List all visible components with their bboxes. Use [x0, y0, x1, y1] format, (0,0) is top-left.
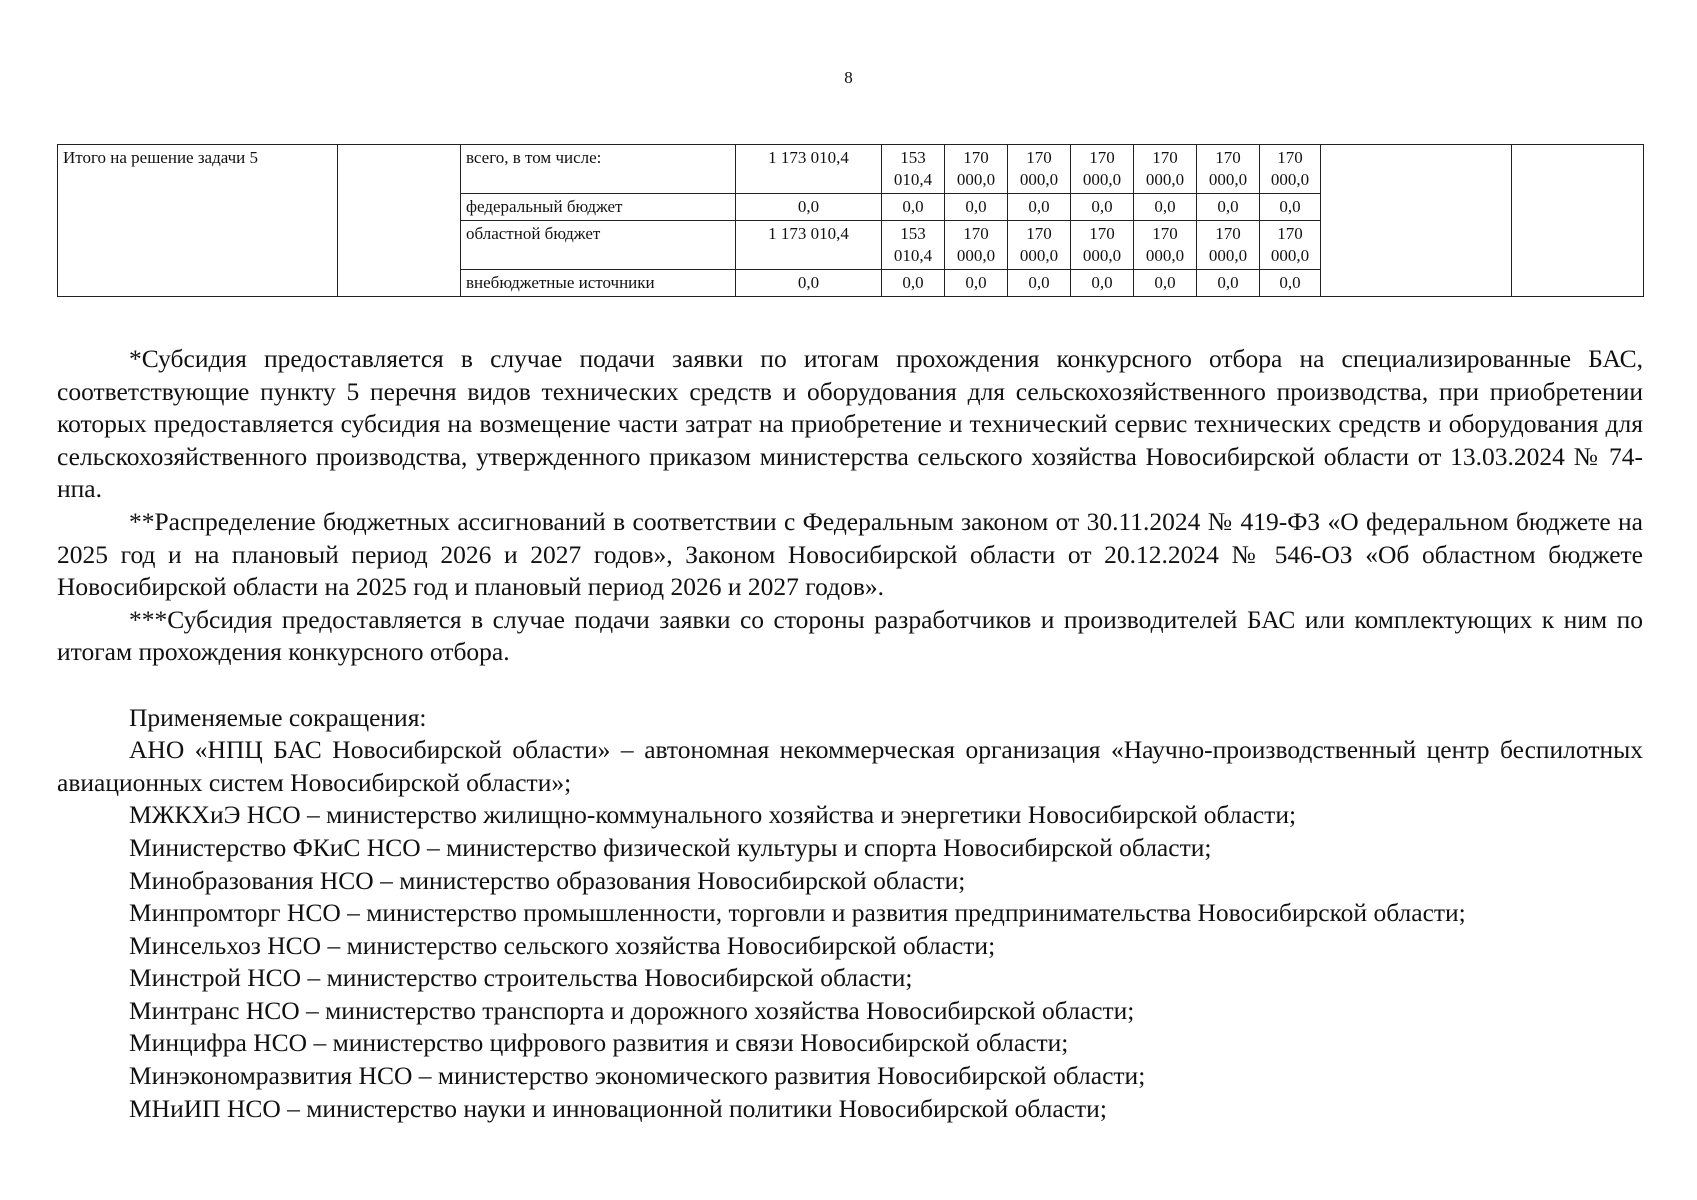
source-cell: федеральный бюджет	[461, 194, 736, 221]
empty-cell	[1512, 145, 1644, 297]
abbreviation-item: МНиИП НСО – министерство науки и инновационной политики Новосибирской области;	[129, 1093, 1107, 1123]
abbreviation-item: Минсельхоз НСО – министерство сельского хозяйства Новосибирской области;	[129, 930, 996, 960]
page-number: 8	[844, 68, 853, 87]
abbreviation-item: Минстрой НСО – министерство строительства Новосибирской области;	[129, 963, 913, 993]
source-cell: внебюджетные источники	[461, 270, 736, 297]
abbreviation-item: Минобразования НСО – министерство образования Новосибирской области;	[129, 865, 966, 895]
task-title-cell: Итого на решение задачи 5	[58, 145, 338, 297]
year-cell: 170 000,0	[1008, 221, 1071, 270]
year-cell: 0,0	[1071, 270, 1134, 297]
year-cell: 170 000,0	[945, 221, 1008, 270]
year-cell: 170 000,0	[1260, 221, 1321, 270]
year-cell: 0,0	[945, 270, 1008, 297]
year-cell: 153 010,4	[882, 145, 945, 194]
year-cell: 170 000,0	[1197, 221, 1260, 270]
abbreviations-heading: Применяемые сокращения:	[129, 702, 427, 732]
year-cell: 0,0	[882, 194, 945, 221]
year-cell: 170 000,0	[1071, 145, 1134, 194]
year-cell: 0,0	[1071, 194, 1134, 221]
year-cell: 0,0	[1134, 194, 1197, 221]
abbreviation-item: Минцифра НСО – министерство цифрового развития и связи Новосибирской области;	[129, 1028, 1069, 1058]
abbreviation-item: АНО «НПЦ БАС Новосибирской области» – автономная некоммерческая организация «Научно-производственный центр беспилотных авиационных систем Новосибирской области»;	[57, 735, 1643, 797]
abbreviation-item: Минэкономразвития НСО – министерство экономического развития Новосибирской области;	[129, 1061, 1146, 1091]
year-cell: 170 000,0	[1134, 221, 1197, 270]
table-row	[58, 145, 1644, 194]
footnote-paragraph: ***Субсидия предоставляется в случае подачи заявки со стороны разработчиков и производителей БАС или комплектующих к ним по итогам прохождения конкурсного отбора.	[57, 604, 1643, 667]
document-body	[57, 343, 1643, 1125]
year-cell: 0,0	[1134, 270, 1197, 297]
year-cell: 170 000,0	[1197, 145, 1260, 194]
year-cell: 170 000,0	[1134, 145, 1197, 194]
total-cell: 1 173 010,4	[736, 221, 882, 270]
abbreviation-item: Минтранс НСО – министерство транспорта и дорожного хозяйства Новосибирской области;	[129, 995, 1135, 1025]
year-cell: 0,0	[1008, 194, 1071, 221]
year-cell: 170 000,0	[1260, 145, 1321, 194]
budget-table	[57, 144, 1644, 297]
year-cell: 0,0	[1008, 270, 1071, 297]
year-cell: 0,0	[882, 270, 945, 297]
year-cell: 170 000,0	[1008, 145, 1071, 194]
footnote-paragraph: *Субсидия предоставляется в случае подачи заявки по итогам прохождения конкурсного отбора на специализированные БАС, соответствующие пункту 5 перечня видов технических средств и оборудования для сельскохозяйственного производства, при приобретении которых предоставляется субсидия на возмещение части затрат на приобретение и технический сервис технических средств и оборудования для сельскохозяйственного производства, утвержденного приказом министерства сельского хозяйства Новосибирской области от 13.03.2024 № 74-нпа.	[57, 344, 1643, 504]
empty-cell	[338, 145, 461, 297]
empty-cell	[1321, 145, 1512, 297]
year-cell: 0,0	[945, 194, 1008, 221]
year-cell: 170 000,0	[945, 145, 1008, 194]
total-cell: 1 173 010,4	[736, 145, 882, 194]
year-cell: 0,0	[1260, 270, 1321, 297]
abbreviation-item: Министерство ФКиС НСО – министерство физической культуры и спорта Новосибирской области;	[129, 832, 1212, 862]
abbreviation-item: МЖКХиЭ НСО – министерство жилищно-коммунального хозяйства и энергетики Новосибирской области;	[129, 800, 1297, 830]
year-cell: 0,0	[1197, 194, 1260, 221]
year-cell: 170 000,0	[1071, 221, 1134, 270]
year-cell: 0,0	[1197, 270, 1260, 297]
total-cell: 0,0	[736, 194, 882, 221]
source-cell: областной бюджет	[461, 221, 736, 270]
source-cell: всего, в том числе:	[461, 145, 736, 194]
abbreviation-item: Минпромторг НСО – министерство промышленности, торговли и развития предпринимательства Новосибирской области;	[129, 898, 1466, 928]
total-cell: 0,0	[736, 270, 882, 297]
year-cell: 0,0	[1260, 194, 1321, 221]
footnote-paragraph: **Распределение бюджетных ассигнований в соответствии с Федеральным законом от 30.11.2024 № 419-ФЗ «О федеральном бюджете на 2025 год и на плановый период 2026 и 2027 годов», Законом Новосибирской области от 20.12.2024 № 546-ОЗ «Об областном бюджете Новосибирской области на 2025 год и плановый период 2026 и 2027 годов».	[57, 506, 1643, 602]
year-cell: 153 010,4	[882, 221, 945, 270]
paragraph-spacer	[57, 669, 1643, 702]
